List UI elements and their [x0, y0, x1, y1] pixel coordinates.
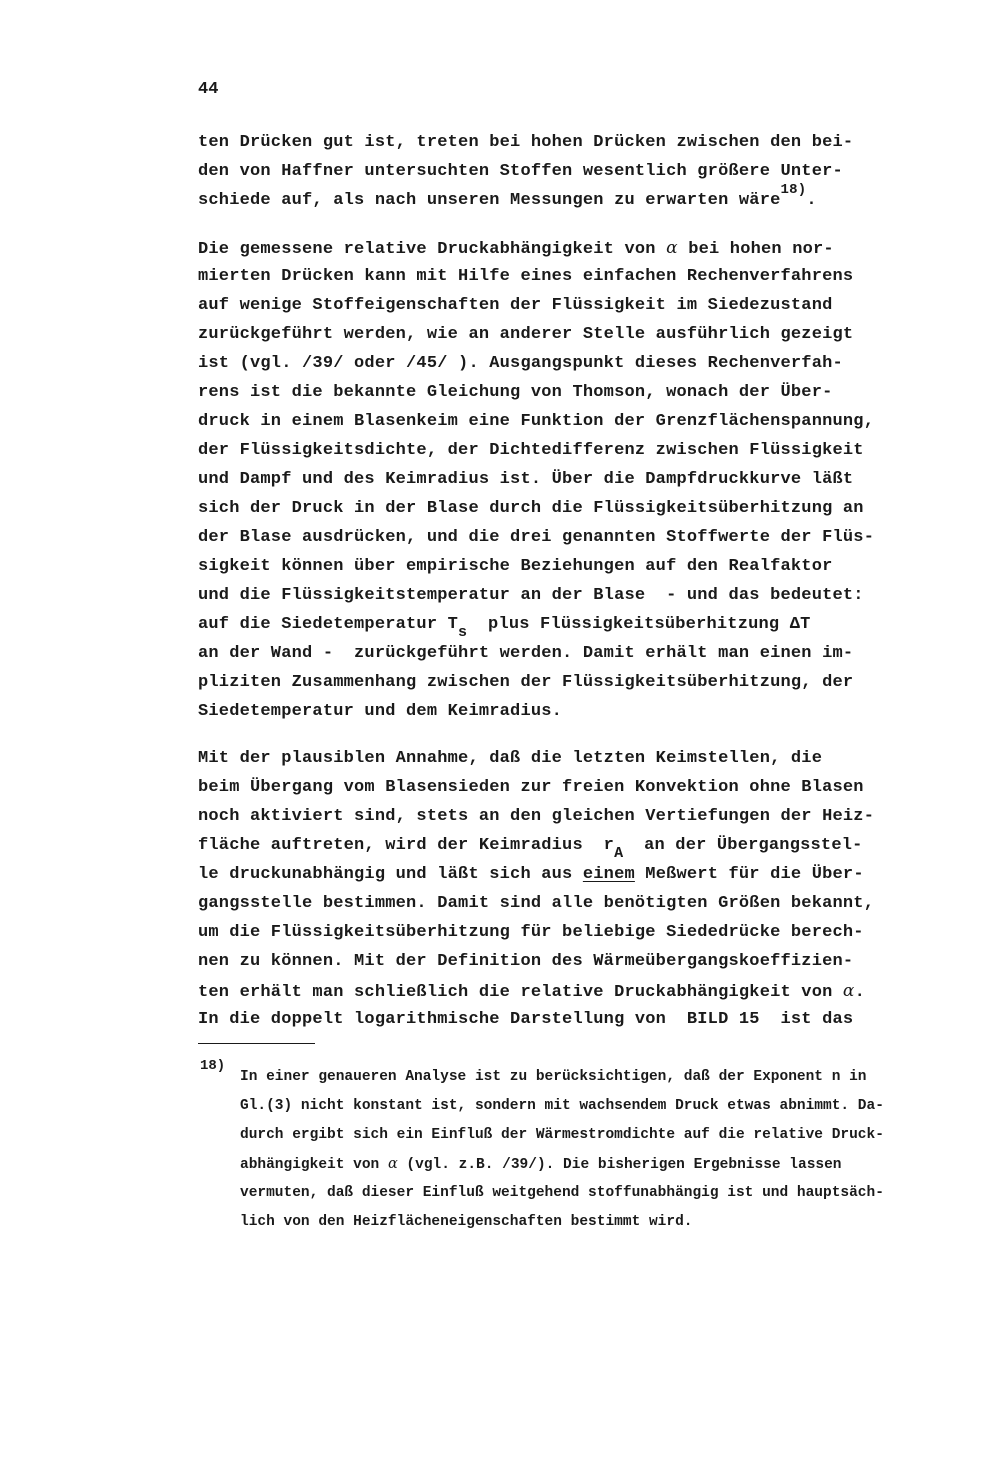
text-span: Die gemessene relative Druckabhängigkeit von [198, 240, 656, 259]
footnote-line: Gl.(3) nicht konstant ist, sondern mit wachsendem Druck etwas abnimmt. Da- [240, 1098, 884, 1114]
subscript-s: s [458, 624, 468, 641]
footnote-line [240, 1155, 842, 1174]
text-line [198, 836, 863, 862]
text-line: Mit der plausiblen Annahme, daß die letzten Keimstellen, die [198, 749, 823, 768]
text-line: druck in einem Blasenkeim eine Funktion der Grenzflächenspannung, [198, 412, 875, 431]
text-line: gangsstelle bestimmen. Damit sind alle benötigten Größen bekannt, [198, 894, 875, 913]
text-span: plus Flüssigkeitsüberhitzung [467, 615, 790, 634]
symbol-delta-t: ΔT [789, 615, 811, 634]
text-line: auf wenige Stoffeigenschaften der Flüssigkeit im Siedezustand [198, 296, 833, 315]
text-span: Meßwert für die Über- [634, 865, 864, 884]
footnote-divider [198, 1043, 315, 1044]
text-span: . [806, 191, 817, 210]
text-line: pliziten Zusammenhang zwischen der Flüssigkeitsüberhitzung, der [198, 673, 854, 692]
symbol-T: T [447, 615, 459, 634]
text-line: an der Wand - zurückgeführt werden. Damit erhält man einen im- [198, 644, 854, 663]
underlined-word: einem [582, 865, 635, 884]
text-span: . [854, 983, 865, 1002]
footnote-line: lich von den Heizflächeneigenschaften bestimmt wird. [240, 1214, 693, 1230]
text-span: ten erhält man schließlich die relative Druckabhängigkeit von [198, 983, 843, 1002]
alpha-symbol: α [387, 1156, 398, 1172]
text-span: (vgl. z.B. /39/). Die bisherigen Ergebnisse lassen [397, 1157, 842, 1173]
text-span: le druckunabhängig und läßt sich aus [198, 865, 583, 884]
text-line: der Blase ausdrücken, und die drei genannten Stoffwerte der Flüs- [198, 528, 875, 547]
text-span: bei hohen nor- [688, 240, 834, 259]
text-line: nen zu können. Mit der Definition des Wärmeübergangskoeffizien- [198, 952, 854, 971]
text-line [198, 238, 834, 260]
text-span: auf die Siedetemperatur [198, 615, 448, 634]
text-line: beim Übergang vom Blasensieden zur freien Konvektion ohne Blasen [198, 778, 864, 797]
text-line: sich der Druck in der Blase durch die Flüssigkeitsüberhitzung an [198, 499, 864, 518]
text-line: rens ist die bekannte Gleichung von Thomson, wonach der Über- [198, 383, 833, 402]
text-line: um die Flüssigkeitsüberhitzung für beliebige Siededrücke berech- [198, 923, 864, 942]
text-span: fläche auftreten, wird der Keimradius [198, 836, 604, 855]
text-span: abhängigkeit von [240, 1157, 388, 1173]
text-span: schiede auf, als nach unseren Messungen zu erwarten wäre [198, 191, 781, 210]
footnote-mark: 18) [200, 1058, 226, 1074]
footnote-line: durch ergibt sich ein Einfluß der Wärmestromdichte auf die relative Druck- [240, 1127, 884, 1143]
text-line: den von Haffner untersuchten Stoffen wesentlich größere Unter- [198, 162, 843, 181]
text-line: und die Flüssigkeitstemperatur an der Blase - und das bedeutet: [198, 586, 864, 605]
alpha-symbol: α [842, 981, 855, 1001]
text-line [198, 615, 811, 641]
text-line: mierten Drücken kann mit Hilfe eines einfachen Rechenverfahrens [198, 267, 854, 286]
text-line: ten Drücken gut ist, treten bei hohen Drücken zwischen den bei- [198, 133, 854, 152]
alpha-symbol: α [666, 238, 678, 258]
footnote-line: In einer genaueren Analyse ist zu berücksichtigen, daß der Exponent n in [240, 1069, 867, 1085]
footnote-reference: 18) [780, 182, 807, 198]
text-line: In die doppelt logarithmische Darstellung von BILD 15 ist das [198, 1010, 854, 1029]
text-line: ist (vgl. /39/ oder /45/ ). Ausgangspunkt dieses Rechenverfah- [198, 354, 843, 373]
text-line: noch aktiviert sind, stets an den gleichen Vertiefungen der Heiz- [198, 807, 875, 826]
text-line: zurückgeführt werden, wie an anderer Stelle ausführlich gezeigt [198, 325, 854, 344]
footnote-line: vermuten, daß dieser Einfluß weitgehend stoffunabhängig ist und hauptsäch- [240, 1185, 884, 1201]
text-span: an der Übergangsstel- [623, 836, 863, 855]
text-line: der Flüssigkeitsdichte, der Dichtedifferenz zwischen Flüssigkeit [198, 441, 864, 460]
text-line: sigkeit können über empirische Beziehungen auf den Realfaktor [198, 557, 833, 576]
text-line [198, 865, 864, 885]
subscript-a: A [614, 845, 624, 862]
page-number: 44 [198, 80, 219, 99]
text-line: Siedetemperatur und dem Keimradius. [198, 702, 563, 721]
text-line: und Dampf und des Keimradius ist. Über die Dampfdruckkurve läßt [198, 470, 854, 489]
text-line [198, 182, 817, 211]
symbol-r: r [603, 836, 615, 855]
text-line [198, 981, 865, 1003]
